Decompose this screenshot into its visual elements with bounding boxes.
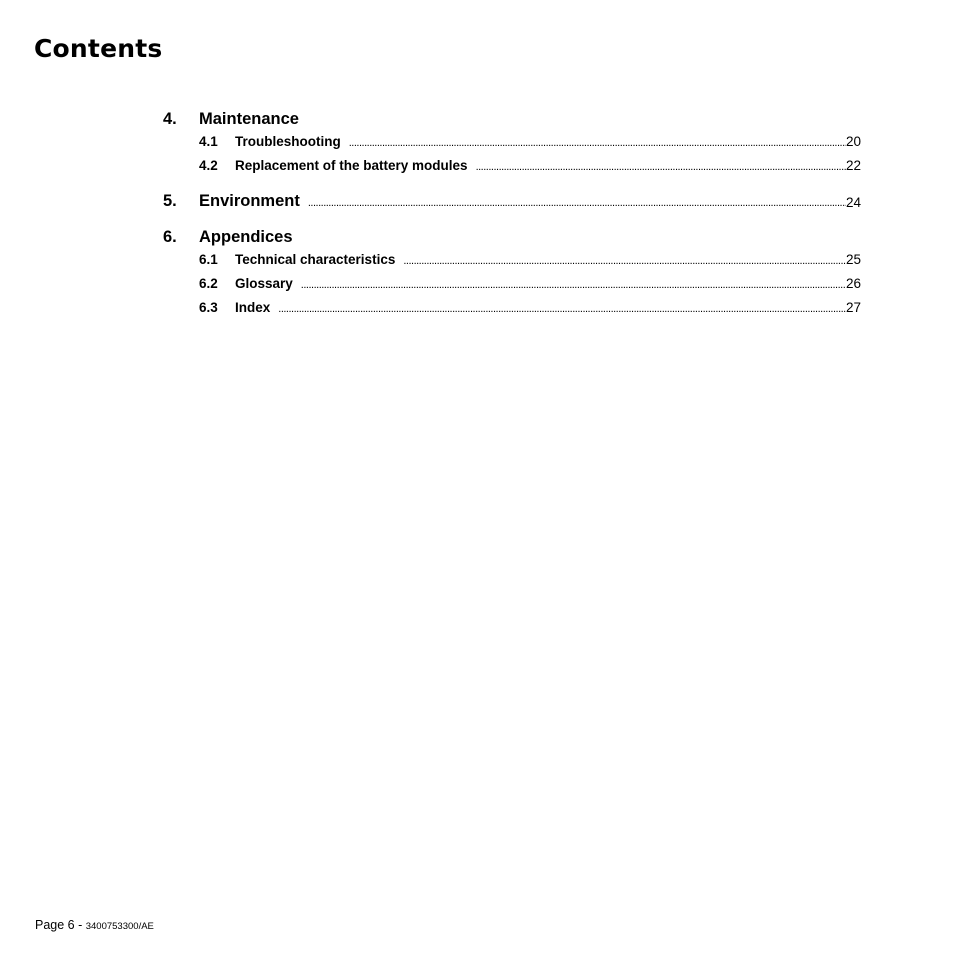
table-of-contents — [163, 108, 861, 320]
dot-leader — [278, 297, 846, 321]
chapter-title: Appendices — [199, 228, 293, 246]
chapter-title: Maintenance — [199, 110, 299, 128]
toc-section-glossary[interactable] — [163, 272, 861, 296]
section-number: 6.1 — [199, 252, 218, 267]
section-title: Glossary — [235, 276, 293, 291]
section-page-number: 25 — [845, 252, 861, 267]
section-title: Troubleshooting — [235, 134, 341, 149]
dot-leader — [476, 155, 846, 179]
section-number: 6.3 — [199, 300, 218, 315]
toc-chapter-appendices[interactable] — [163, 226, 861, 248]
dot-leader — [301, 273, 846, 297]
section-title: Index — [235, 300, 271, 315]
section-page-number: 22 — [845, 158, 861, 173]
section-number: 4.2 — [199, 158, 218, 173]
toc-section-troubleshooting[interactable] — [163, 130, 861, 154]
section-title: Replacement of the battery modules — [235, 158, 468, 173]
page-footer — [35, 918, 154, 932]
footer-page-label: Page 6 - — [35, 918, 86, 932]
toc-section-technical-characteristics[interactable] — [163, 248, 861, 272]
section-number: 6.2 — [199, 276, 218, 291]
toc-section-battery-replacement[interactable] — [163, 154, 861, 178]
chapter-number: 5. — [163, 192, 177, 210]
chapter-title: Environment — [199, 192, 300, 210]
chapter-page-number: 24 — [845, 195, 861, 210]
section-title: Technical characteristics — [235, 252, 396, 267]
toc-section-index[interactable] — [163, 296, 861, 320]
section-number: 4.1 — [199, 134, 218, 149]
section-page-number: 20 — [845, 134, 861, 149]
toc-chapter-maintenance[interactable] — [163, 108, 861, 130]
dot-leader — [308, 192, 846, 214]
dot-leader — [349, 131, 846, 155]
chapter-number: 4. — [163, 110, 177, 128]
section-page-number: 27 — [845, 300, 861, 315]
toc-chapter-environment[interactable] — [163, 190, 861, 212]
dot-leader — [403, 249, 846, 273]
section-page-number: 26 — [845, 276, 861, 291]
footer-document-code: 3400753300/AE — [85, 921, 154, 932]
page-title: Contents — [34, 34, 163, 63]
chapter-number: 6. — [163, 228, 177, 246]
